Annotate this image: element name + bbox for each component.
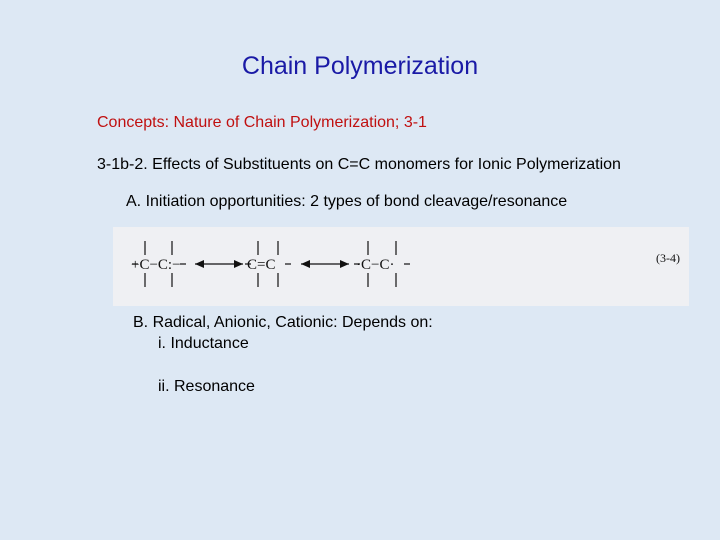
arrow-head: [301, 260, 310, 268]
left-species: +C−C:−: [131, 257, 181, 273]
arrow-head: [195, 260, 204, 268]
equation-number: (3-4): [656, 251, 680, 265]
sub-point-inductance: i. Inductance: [158, 335, 249, 352]
middle-species: C=C: [247, 257, 276, 273]
arrow-head: [234, 260, 243, 268]
right-species: ·C−C·: [356, 257, 395, 273]
sub-point-resonance: ii. Resonance: [158, 378, 255, 395]
concepts-line: Concepts: Nature of Chain Polymerization; 3-1: [97, 114, 427, 131]
section-heading: 3-1b-2. Effects of Substituents on C=C monomers for Ionic Polymerization: [97, 156, 621, 173]
resonance-structures: [113, 227, 689, 306]
point-a: A. Initiation opportunities: 2 types of bond cleavage/resonance: [126, 193, 568, 210]
point-b: B. Radical, Anionic, Cationic: Depends on:: [133, 314, 433, 331]
resonance-figure: [113, 227, 689, 306]
slide-title: Chain Polymerization: [241, 52, 479, 80]
arrow-head: [340, 260, 349, 268]
